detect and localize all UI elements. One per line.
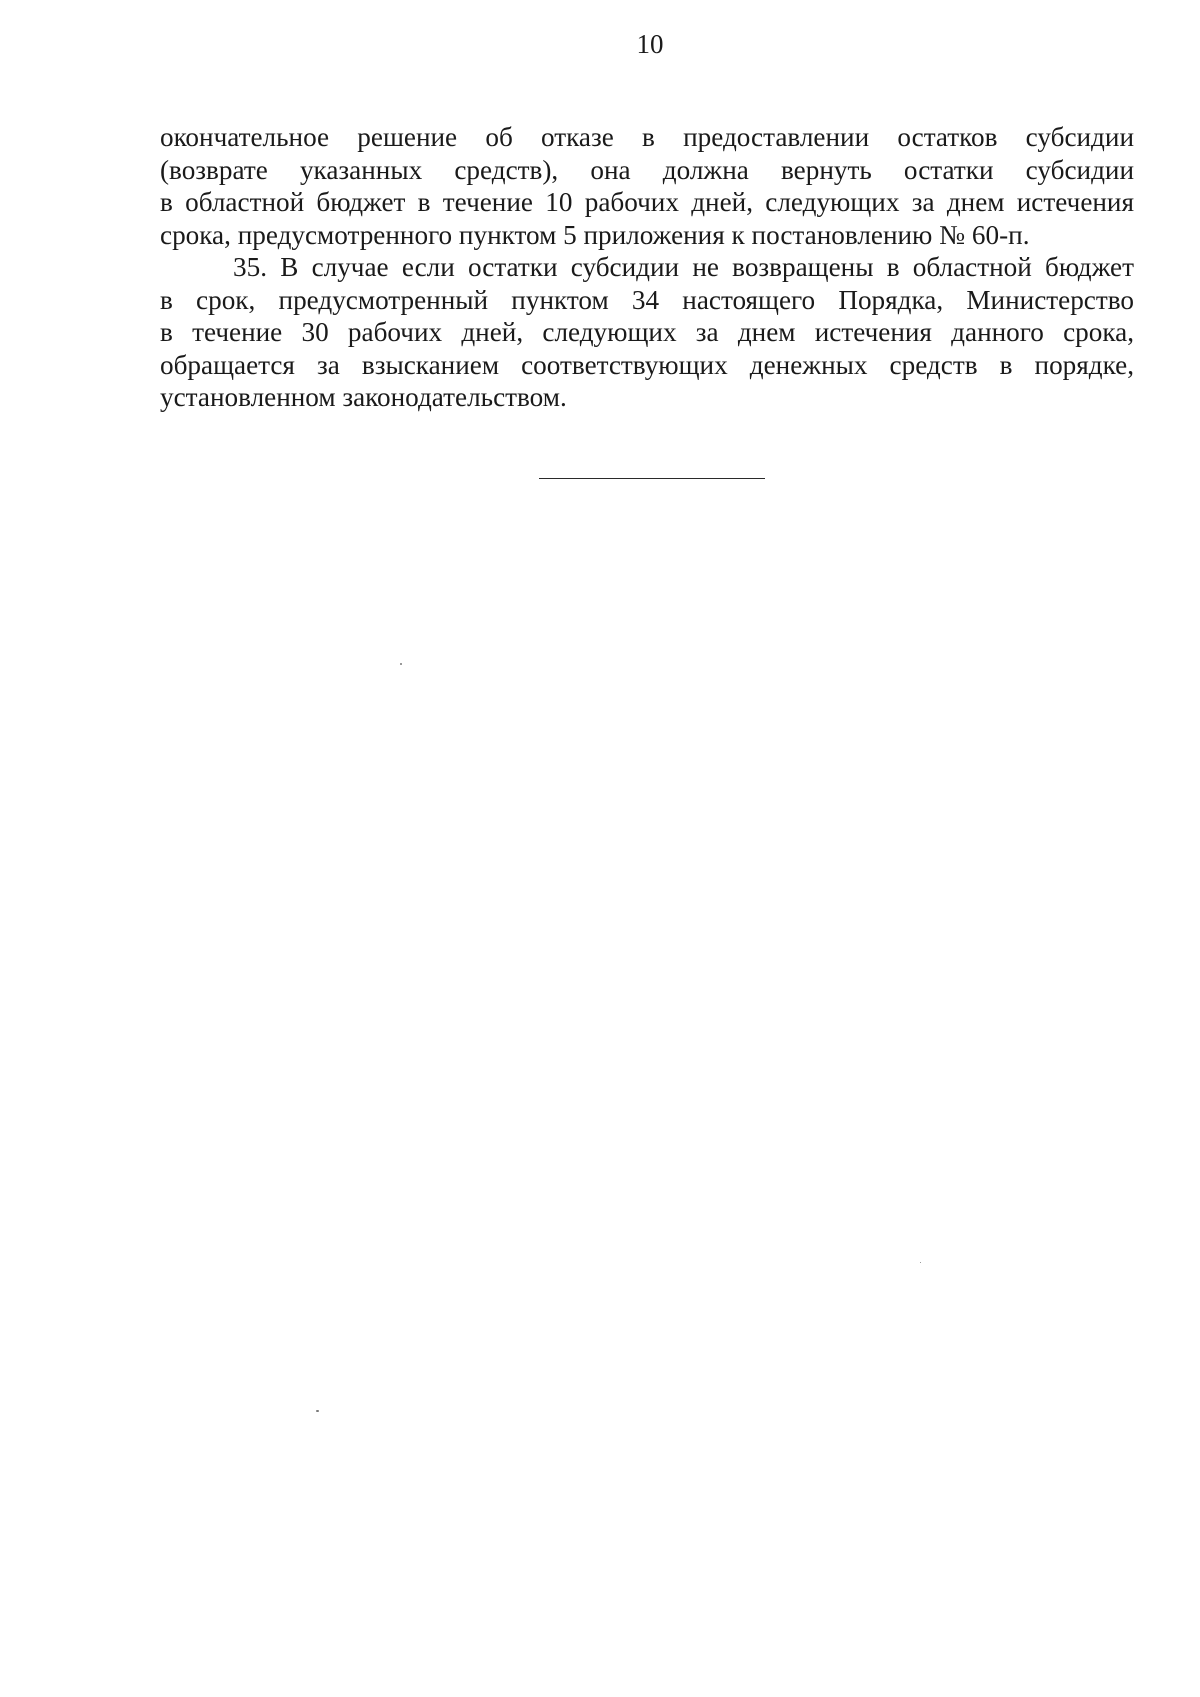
paragraph-continuation — [160, 121, 1134, 251]
document-body — [160, 121, 1134, 414]
text-line: в областной бюджет в течение 10 рабочих дней, следующих за днем истечения — [160, 187, 1134, 217]
scan-speck — [316, 1410, 319, 1412]
page-number: 10 — [636, 29, 664, 59]
text-line: в срок, предусмотренный пунктом 34 настоящего Порядка, Министерство — [160, 284, 1134, 315]
paragraph-item-35 — [160, 251, 1134, 414]
scan-speck — [920, 1262, 921, 1263]
scan-speck — [400, 663, 402, 665]
text-line: срока, предусмотренного пунктом 5 приложения к постановлению № 60-п. — [160, 219, 1030, 250]
text-line: обращается за взысканием соответствующих денежных средств в порядке, — [160, 349, 1134, 380]
text-line: 35. В случае если остатки субсидии не возвращены в областной бюджет — [233, 252, 1134, 282]
text-line: (возврате указанных средств), она должна вернуть остатки субсидии — [160, 154, 1134, 185]
text-line: установленном законодательством. — [160, 382, 567, 412]
text-line: в течение 30 рабочих дней, следующих за днем истечения данного срока, — [160, 317, 1134, 347]
end-of-document-rule — [539, 478, 765, 479]
text-line: окончательное решение об отказе в предоставлении остатков субсидии — [160, 122, 1134, 152]
